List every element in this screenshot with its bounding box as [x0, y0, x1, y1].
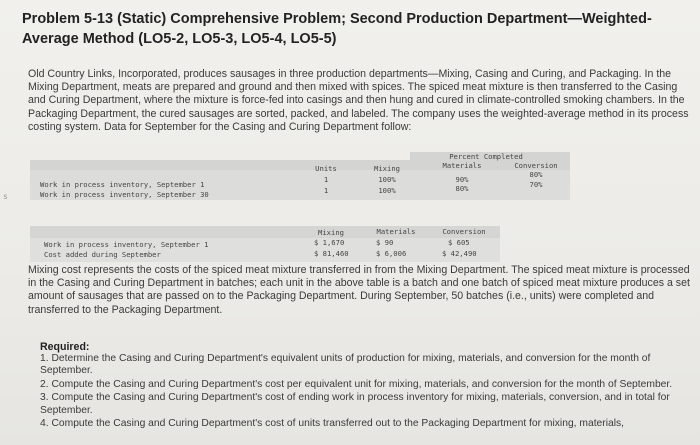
- table-cell: 80%: [455, 184, 469, 193]
- table-cell: $ 81,460: [314, 249, 349, 258]
- table-row-label: Work in process inventory, September 30: [40, 190, 209, 199]
- mixing-header: Mixing: [318, 228, 344, 237]
- required-item: 3. Compute the Casing and Curing Department's cost of ending work in process inventory for mixing, materials, conversion, and in total for September.: [40, 392, 670, 416]
- table-cell: $ 6,006: [376, 249, 407, 258]
- materials-header: Materials: [442, 161, 482, 170]
- intro-paragraph: Old Country Links, Incorporated, produces sausages in three production departments—Mixing, Casing and Curing, and Packaging. In the Mixing Department, meats are prepared and ground and then mixed with spices. The spiced meat mixture is then transferred to the Casing and Curing Department, where the mixture is force-fed into casings and then hung and cured in climate-controlled smoking chambers. In the Packaging Department, the cured sausages are sorted, packed, and labeled. The company uses the weighted-average method in its process costing system. Data for September for the Casing and Curing Department follow:: [28, 68, 689, 133]
- conversion-header: Conversion: [514, 161, 558, 170]
- table-cell: $ 605: [448, 238, 470, 247]
- required-item: 4. Compute the Casing and Curing Department's cost of units transferred out to the Packaging Department for mixing, materials,: [40, 418, 625, 430]
- materials-header: Materials: [376, 227, 416, 236]
- table-cell: 1: [323, 175, 329, 184]
- table-cell: 80%: [529, 170, 543, 179]
- mixing-header: Mixing: [374, 164, 400, 173]
- table-cell: $ 42,490: [442, 249, 477, 258]
- required-heading: Required:: [40, 341, 90, 353]
- table-cell: $ 90: [376, 238, 394, 247]
- required-list: [40, 353, 680, 431]
- required-item: 1. Determine the Casing and Curing Department's equivalent units of production for mixing, materials, and conversion for the month of September.: [40, 353, 651, 377]
- table-cell: 90%: [455, 175, 469, 184]
- conversion-header: Conversion: [442, 227, 486, 236]
- table-cell: $ 1,670: [314, 238, 345, 247]
- units-header: Units: [315, 164, 337, 173]
- costs-table-header-band: [30, 226, 500, 238]
- units-table: [30, 152, 570, 200]
- table-row-label: Work in process inventory, September 1: [40, 180, 205, 189]
- table-row-label: Cost added during September: [44, 250, 161, 259]
- table-cell: 100%: [378, 175, 396, 184]
- costs-table: [30, 226, 570, 260]
- percent-completed-header: Percent Completed: [449, 152, 523, 161]
- table-cell: 1: [323, 186, 329, 195]
- explanation-paragraph: Mixing cost represents the costs of the spiced meat mixture transferred in from the Mixing Department. The spiced meat mixture is processed in the Casing and Curing Department in batches; each unit in the above table is a batch and one batch of spiced meat mixture produces a set amount of sausages that are passed on to the Packaging Department. During September, 50 batches (i.e., units) were completed and transferred to the Packaging Department.: [28, 264, 690, 316]
- required-item: 2. Compute the Casing and Curing Department's cost per equivalent unit for mixing, materials, and conversion for the month of September.: [40, 378, 673, 390]
- table-cell: 70%: [529, 180, 543, 189]
- problem-title: Problem 5-13 (Static) Comprehensive Problem; Second Production Department—Weighted-Average Method (LO5-2, LO5-3, LO5-4, LO5-5): [22, 11, 652, 47]
- table-cell: 100%: [378, 186, 396, 195]
- table-row-label: Work in process inventory, September 1: [44, 240, 209, 249]
- margin-mark: s: [3, 192, 8, 201]
